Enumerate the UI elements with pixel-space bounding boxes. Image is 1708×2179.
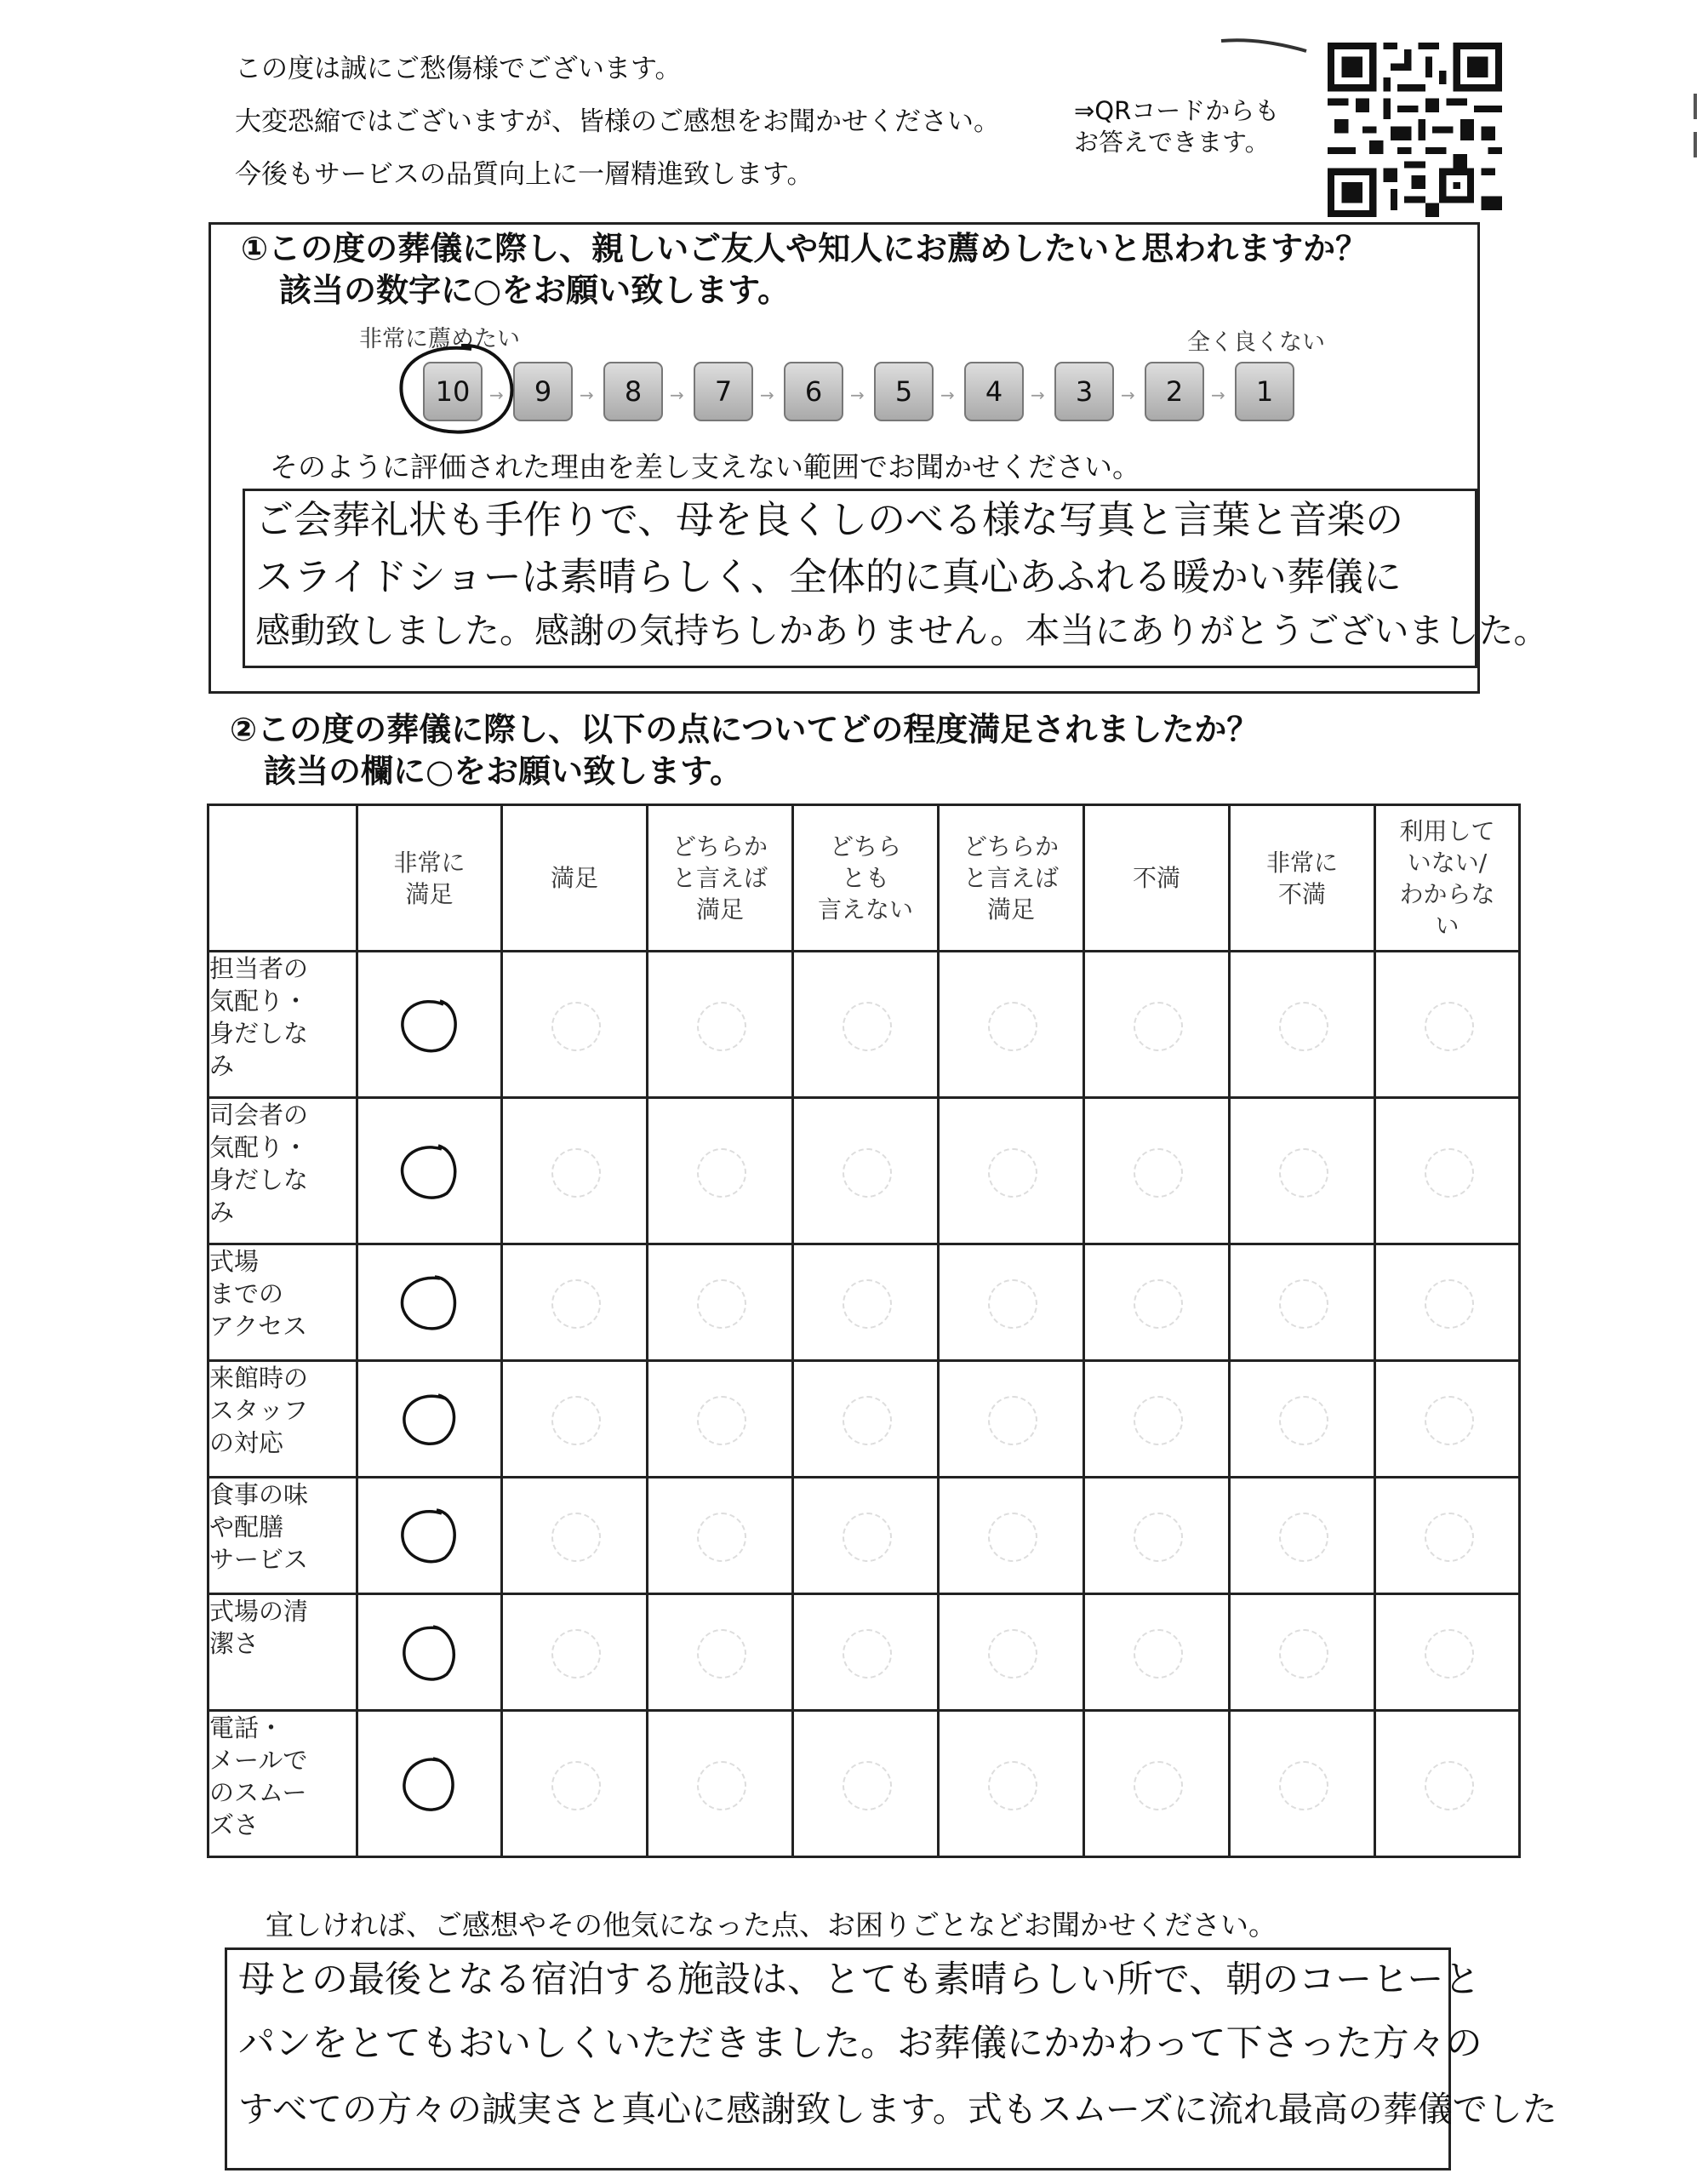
q3-answer-line-1: 母との最後となる宿泊する施設は、とても素晴らしい所で、朝のコーヒーと	[238, 1959, 1481, 2001]
scale-arrow-icon: →	[670, 385, 684, 405]
hand-circle-mark	[396, 1268, 464, 1336]
answer-cell[interactable]	[648, 1711, 793, 1857]
answer-cell[interactable]	[1084, 1478, 1230, 1594]
row-label: 電話・ メールで のスムー ズさ	[209, 1711, 357, 1857]
answer-cell[interactable]	[648, 1244, 793, 1361]
scale-arrow-icon: →	[940, 385, 955, 405]
answer-cell[interactable]	[648, 1594, 793, 1711]
intro-line-3: 今後もサービスの品質向上に一層精進致します。	[235, 159, 814, 190]
q1-answer-line-3: 感動致しました。感謝の気持ちしかありません。本当にありがとうございました。	[255, 610, 1549, 651]
answer-cell[interactable]	[939, 1361, 1084, 1478]
hand-circle-mark	[396, 991, 464, 1059]
answer-cell[interactable]	[793, 1594, 939, 1711]
scale-arrow-icon: →	[580, 385, 594, 405]
scale-arrow-icon: →	[1211, 385, 1225, 405]
answer-cell[interactable]	[1375, 1098, 1520, 1244]
answer-cell[interactable]	[793, 1361, 939, 1478]
qr-note-line-1: ⇒QRコードからも	[1074, 96, 1280, 125]
table-row	[209, 952, 1520, 1098]
q2-title: ②この度の葬儀に際し、以下の点についてどの程度満足されましたか？	[230, 711, 1260, 748]
qr-note	[1074, 95, 1279, 158]
answer-cell[interactable]	[939, 1098, 1084, 1244]
scale-right-label: 全く良くない	[1187, 329, 1325, 356]
rating-option-1[interactable]: 1	[1235, 362, 1294, 421]
row-label: 司会者の 気配り・ 身だしな み	[209, 1098, 357, 1244]
answer-cell[interactable]	[1230, 1244, 1375, 1361]
answer-cell[interactable]	[648, 1361, 793, 1478]
answer-cell[interactable]	[648, 952, 793, 1098]
answer-cell[interactable]	[1084, 1594, 1230, 1711]
table-row	[209, 1594, 1520, 1711]
answer-cell[interactable]	[1375, 952, 1520, 1098]
satisfaction-table	[207, 804, 1521, 1858]
answer-cell[interactable]	[1230, 952, 1375, 1098]
answer-cell[interactable]	[1084, 952, 1230, 1098]
answer-cell[interactable]	[793, 1244, 939, 1361]
answer-cell[interactable]	[1375, 1244, 1520, 1361]
scale-left-label: 非常に薦めたい	[359, 326, 520, 352]
answer-cell[interactable]	[502, 952, 648, 1098]
row-label: 式場 までの アクセス	[209, 1244, 357, 1361]
answer-cell[interactable]	[939, 1711, 1084, 1857]
rating-option-2[interactable]: 2	[1145, 362, 1204, 421]
scan-edge-mark	[1694, 94, 1697, 119]
column-header: どちらか と言えば 満足	[939, 805, 1084, 952]
answer-cell[interactable]	[648, 1478, 793, 1594]
q3-answer-line-3: すべての方々の誠実さと真心に感謝致します。式もスムーズに流れ最高の葬儀でした	[238, 2089, 1557, 2130]
hand-circle-mark	[396, 1501, 464, 1570]
rating-option-5[interactable]: 5	[874, 362, 934, 421]
hand-circle-mark	[396, 1618, 464, 1686]
rating-option-10[interactable]: 10	[423, 362, 483, 421]
table-row	[209, 1244, 1520, 1361]
hand-circle-mark	[396, 1137, 464, 1205]
answer-cell[interactable]	[357, 1594, 502, 1711]
hand-circle-mark	[396, 1385, 464, 1453]
answer-cell[interactable]	[357, 1711, 502, 1857]
answer-cell[interactable]	[502, 1711, 648, 1857]
column-header: どちらか と言えば 満足	[648, 805, 793, 952]
table-row	[209, 1361, 1520, 1478]
rating-option-4[interactable]: 4	[964, 362, 1024, 421]
answer-cell[interactable]	[502, 1594, 648, 1711]
column-header: どちら とも 言えない	[793, 805, 939, 952]
table-row	[209, 1711, 1520, 1857]
answer-cell[interactable]	[1084, 1711, 1230, 1857]
answer-cell[interactable]	[793, 1711, 939, 1857]
rating-option-8[interactable]: 8	[603, 362, 663, 421]
row-label: 式場の清 潔さ	[209, 1594, 357, 1711]
answer-cell[interactable]	[502, 1478, 648, 1594]
scale-arrow-icon: →	[760, 385, 774, 405]
answer-cell[interactable]	[793, 1478, 939, 1594]
column-header: 利用して いない/ わからな い	[1375, 805, 1520, 952]
answer-cell[interactable]	[939, 1244, 1084, 1361]
row-label: 食事の味 や配膳 サービス	[209, 1478, 357, 1594]
answer-cell[interactable]	[793, 952, 939, 1098]
answer-cell[interactable]	[1230, 1594, 1375, 1711]
answer-cell[interactable]	[357, 1478, 502, 1594]
q1-title: ①この度の葬儀に際し、親しいご友人や知人にお薦めしたいと思われますか？	[241, 230, 1368, 267]
scale-arrow-icon: →	[1031, 385, 1045, 405]
rating-option-3[interactable]: 3	[1054, 362, 1114, 421]
hand-circle-mark	[396, 1750, 464, 1818]
table-row	[209, 1098, 1520, 1244]
answer-cell[interactable]	[793, 1098, 939, 1244]
answer-cell[interactable]	[1084, 1361, 1230, 1478]
scale-arrow-icon: →	[850, 385, 865, 405]
q3-answer-line-2: パンをとてもおいしくいただきました。お葬儀にかかわって下さった方々の	[238, 2022, 1482, 2065]
answer-cell[interactable]	[502, 1244, 648, 1361]
answer-cell[interactable]	[502, 1098, 648, 1244]
rating-option-9[interactable]: 9	[513, 362, 573, 421]
answer-cell[interactable]	[1230, 1711, 1375, 1857]
column-header: 非常に 不満	[1230, 805, 1375, 952]
scan-edge-mark	[1694, 132, 1697, 157]
column-header: 満足	[502, 805, 648, 952]
rating-option-7[interactable]: 7	[694, 362, 753, 421]
header-empty	[209, 805, 357, 952]
answer-cell[interactable]	[939, 1478, 1084, 1594]
answer-cell[interactable]	[357, 952, 502, 1098]
answer-cell[interactable]	[357, 1098, 502, 1244]
selected-rating-circle	[393, 339, 521, 439]
answer-cell[interactable]	[357, 1361, 502, 1478]
answer-cell[interactable]	[1230, 1478, 1375, 1594]
column-header: 不満	[1084, 805, 1230, 952]
pen-stroke-mark	[1217, 32, 1311, 58]
table-header-row	[209, 805, 1520, 952]
q2-subtitle: 該当の欄に○をお願い致します。	[264, 752, 743, 790]
row-label: 来館時の スタッフ の対応	[209, 1361, 357, 1478]
q3-prompt: 宜しければ、ご感想やその他気になった点、お困りごとなどお聞かせください。	[266, 1908, 1277, 1942]
answer-cell[interactable]	[1084, 1244, 1230, 1361]
q1-answer-line-1: ご会葬礼状も手作りで、母を良くしのべる様な写真と言葉と音楽の	[255, 497, 1404, 542]
q1-reason-prompt: そのように評価された理由を差し支えない範囲でお聞かせください。	[270, 450, 1140, 483]
q1-answer-line-2: スライドショーは素晴らしく、全体的に真心あふれる暖かい葬儀に	[255, 554, 1402, 599]
answer-cell[interactable]	[939, 952, 1084, 1098]
q1-subtitle: 該当の数字に○をお願い致します。	[279, 272, 791, 309]
row-label: 担当者の 気配り・ 身だしな み	[209, 952, 357, 1098]
answer-cell[interactable]	[1375, 1711, 1520, 1857]
scale-arrow-icon: →	[489, 385, 504, 405]
answer-cell[interactable]	[1084, 1098, 1230, 1244]
answer-cell[interactable]	[1230, 1098, 1375, 1244]
answer-cell[interactable]	[939, 1594, 1084, 1711]
answer-cell[interactable]	[1230, 1361, 1375, 1478]
answer-cell[interactable]	[502, 1361, 648, 1478]
answer-cell[interactable]	[357, 1244, 502, 1361]
scale-arrow-icon: →	[1121, 385, 1135, 405]
rating-option-6[interactable]: 6	[784, 362, 843, 421]
qr-note-line-2: お答えできます。	[1074, 128, 1270, 157]
answer-cell[interactable]	[1375, 1478, 1520, 1594]
answer-cell[interactable]	[648, 1098, 793, 1244]
intro-line-1: この度は誠にご愁傷様でございます。	[235, 54, 682, 84]
column-header: 非常に 満足	[357, 805, 502, 952]
answer-cell[interactable]	[1375, 1361, 1520, 1478]
answer-cell[interactable]	[1375, 1594, 1520, 1711]
table-row	[209, 1478, 1520, 1594]
qr-code[interactable]	[1328, 43, 1502, 217]
intro-line-2: 大変恐縮ではございますが、皆様のご感想をお聞かせください。	[235, 106, 1000, 137]
